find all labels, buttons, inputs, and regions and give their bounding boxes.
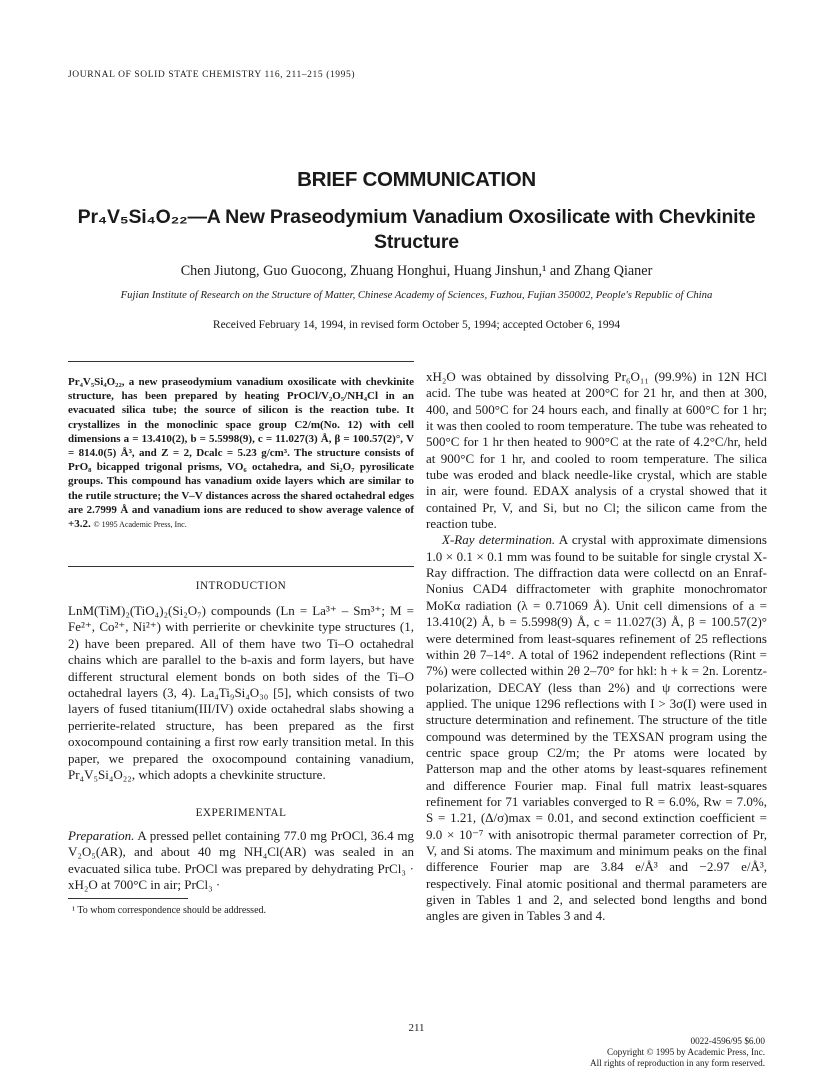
xray-label: X-Ray determination.: [442, 532, 556, 548]
article-title: Pr₄V₅Si₄O₂₂—A New Praseodymium Vanadium Oxosilicate with Chevkinite Structure: [77, 206, 756, 253]
issn-price: 0022-4596/95 $6.00: [690, 1036, 765, 1046]
received-dates: Received February 14, 1994, in revised form October 5, 1994; accepted October 6, 1994: [212, 319, 621, 331]
preparation-paragraph: [68, 828, 414, 894]
affiliation: Fujian Institute of Research on the Structure of Matter, Chinese Academy of Sciences, Fuzhou, Fujian 350002, People's Republic of China: [120, 289, 713, 301]
abstract-copyright: © 1995 Academic Press, Inc.: [93, 520, 187, 530]
abstract-top-rule: [68, 361, 414, 362]
introduction-heading: INTRODUCTION: [195, 580, 287, 592]
copyright-block: [520, 1036, 765, 1070]
introduction-paragraph: LnM(TiM)₂(TiO₄)₂(Si₂O₇) compounds (Ln = La³⁺ – Sm³⁺; M = Fe²⁺, Co²⁺, Ni²⁺) with perrierite or chevkinite type structures (1, 2) have been prepared. All of them have two Ti–O octahedral chains which are parallel to the b-axis and form layers, but have different structural element bonds on both sides of the Ti–O octahedral layers (3, 4). La₄Ti₉Si₄O₃₀ [5], which consists of two layers of fused titanium(III/IV) oxide octahedral slabs showing a perrierite-related structure, has been prepared as the first oxocompound containing a first row early transition metal. In this paper, we prepared the oxocompound containing vanadium, Pr₄V₅Si₄O₂₂, which adopts a chevkinite structure.: [68, 603, 414, 783]
abstract: [68, 375, 414, 532]
xray-text: A crystal with approximate dimensions 1.0 × 0.1 × 0.1 mm was found to be suitable for single crystal X-Ray diffraction. The diffraction data were collectd on an Enraf-Nonius CAD4 diffractometer with graphite monochromator MoKα radiation (λ = 0.71069 Å). Unit cell dimensions of a = 13.410(2) Å, b = 5.5998(9) Å, c = 11.027(3) Å, β = 100.57(2)° were determined from least-squares refinement of 25 reflections within 2θ 7–14°. A total of 1962 independent reflections (Rint = 7%) were collected within 2θ 2–70° for hkl: h + k = 2n. Lorentz-polarization, DECAY (less than 2%) and ψ corrections were applied. The unique 1296 reflections with I > 3σ(I) were used in structure determination and refinement. The structure of the title compound was determined by the TEXSAN program using the centric space group C2/m; the Pr atoms were located by Patterson map and the other atoms by least-squares refinement and difference Fourier map. Final full matrix least-squares refinement for 71 variables converged to R = 6.0%, Rw = 7.0%, S = 1.21, (Δ/σ)max = 0.01, and second extinction coefficient = 9.0 × 10⁻⁷ with anisotropic thermal parameter correction of Pr, V, and Si atoms. The maximum and minimum peaks on the final difference Fourier map are 3.84 e/Å³ and −2.97 e/Å³, respectively. Final atomic positional and thermal parameters are given in Tables 1 and 2, and selected bond lengths and bond angles are given in Tables 3 and 4.: [426, 532, 767, 924]
procedure-continuation: xH₂O was obtained by dissolving Pr₆O₁₁ (99.9%) in 12N HCl acid. The tube was heated at 200°C for 21 hr, and then at 300, 400, and 500°C for 24 hours each, and finally at 600°C for 1 hr; it was then cooled to room temperature. The tube was reheated to 500°C for 1 hr then heated to 900°C at the rate of 4.2°C/hr, held at 900°C for 1 hr, and cooled to room temperature. The silica tube was eroded and black needle-like crystal, which are stable in air, were found. EDAX analysis of a crystal showed that it contained Pr, V, and Si, but no Cl; the silicon came from the reaction tube.: [426, 369, 767, 532]
journal-header: JOURNAL OF SOLID STATE CHEMISTRY 116, 211–215 (1995): [68, 70, 356, 80]
right-column: [426, 369, 767, 925]
section-label: BRIEF COMMUNICATION: [297, 168, 536, 191]
experimental-heading: EXPERIMENTAL: [195, 807, 287, 819]
footnote-rule: [68, 898, 188, 899]
copyright-line: Copyright © 1995 by Academic Press, Inc.: [606, 1047, 765, 1058]
author-list: Chen Jiutong, Guo Guocong, Zhuang Honghui, Huang Jinshun,¹ and Zhang Qianer: [180, 263, 653, 279]
rights-line: All rights of reproduction in any form reserved.: [589, 1058, 765, 1069]
preparation-text: A pressed pellet containing 77.0 mg PrOCl, 36.4 mg V₂O₅(AR), and about 40 mg NH₄Cl(AR) was sealed in an evacuated silica tube. PrOCl was prepared by dehydrating PrCl₃ · xH₂O at 700°C in air; PrCl₃ ·: [68, 828, 414, 893]
abstract-text: Pr₄V₅Si₄O₂₂, a new praseodymium vanadium oxosilicate with chevkinite structure, has been prepared by heating PrOCl/V₂O₅/NH₄Cl in an evacuated silica tube; the source of silicon is the reaction tube. It crystallizes in the monoclinic space group C2/m(No. 12) with cell dimensions a = 13.410(2), b = 5.5998(9), c = 11.027(3) Å, β = 100.57(2)°, V = 814.0(5) Å³, and Z = 2, Dcalc = 5.23 g/cm³. The structure consists of PrO₈ bicapped trigonal prisms, VO₆ octahedra, and Si₂O₇ pyrosilicate groups. This compound has vanadium oxide layers which are similar to the rutile structure; the V–V distances across the shared octahedral edges are 2.7999 Å and vanadium ions are reduced to show average valence of +3.2.: [68, 376, 414, 531]
footnote: ¹ To whom correspondence should be addressed.: [72, 905, 267, 916]
page-number: 211: [408, 1022, 425, 1034]
abstract-bottom-rule: [68, 566, 414, 567]
preparation-label: Preparation.: [68, 828, 135, 843]
